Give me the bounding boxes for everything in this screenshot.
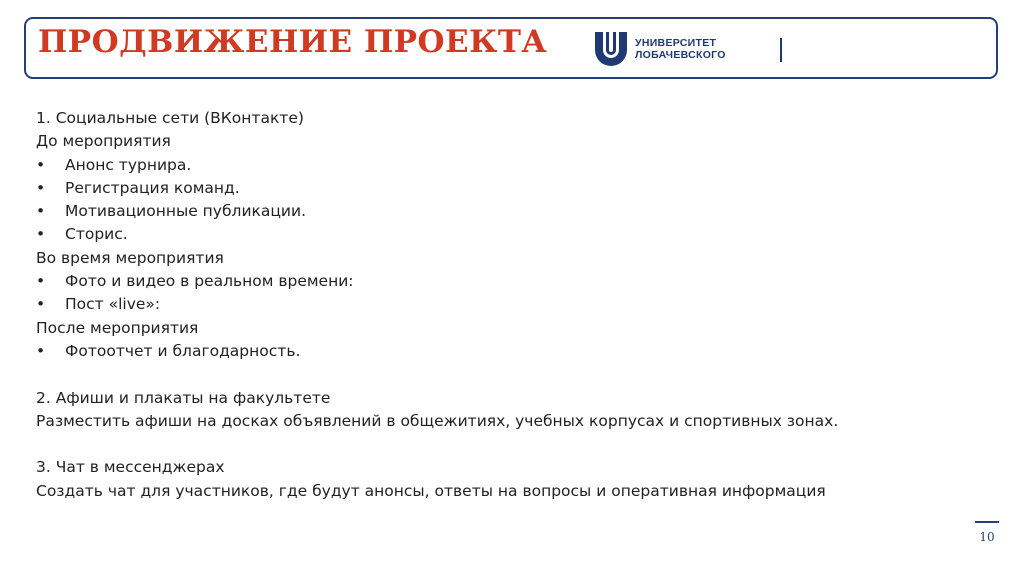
list-item-text: Регистрация команд. xyxy=(65,178,240,197)
section-posters-text: Разместить афиши на досках объявлений в общежитиях, учебных корпусах и спортивных зонах. xyxy=(36,411,839,430)
section-social-heading: 1. Социальные сети (ВКонтакте) xyxy=(36,109,304,127)
list-item xyxy=(36,223,996,246)
bullet-icon: • xyxy=(36,341,46,360)
section-chat-heading: 3. Чат в мессенджерах xyxy=(36,458,225,477)
list-item xyxy=(36,293,996,316)
bullet-icon: • xyxy=(36,178,46,197)
spacer xyxy=(36,363,996,386)
logo-text xyxy=(635,37,726,61)
bullet-icon: • xyxy=(36,202,46,221)
university-logo xyxy=(594,30,726,68)
list-item-text: Пост «live»: xyxy=(65,295,161,314)
before-event-label: До мероприятия xyxy=(36,132,171,151)
list-item xyxy=(36,177,996,200)
section-posters-heading: 2. Афиши и плакаты на факультете xyxy=(36,388,331,407)
header-divider xyxy=(780,38,782,62)
list-item-text: Анонс турнира. xyxy=(65,155,192,174)
page-number-rule xyxy=(975,521,999,523)
during-event-label: Во время мероприятия xyxy=(36,248,224,267)
slide-title: ПРОДВИЖЕНИЕ ПРОЕКТА xyxy=(38,24,548,60)
spacer xyxy=(36,433,996,456)
list-item-text: Мотивационные публикации. xyxy=(65,202,306,221)
bullet-icon: • xyxy=(36,295,46,314)
section-chat-text: Создать чат для участников, где будут анонсы, ответы на вопросы и оперативная информация xyxy=(36,481,826,500)
bullet-icon: • xyxy=(36,272,46,291)
list-item xyxy=(36,340,996,363)
list-item xyxy=(36,270,996,293)
list-item-text: Фото и видео в реальном времени: xyxy=(65,272,354,291)
slide-content xyxy=(36,107,996,503)
logo-line-1: УНИВЕРСИТЕТ xyxy=(635,37,717,49)
page-number: 10 xyxy=(979,530,995,544)
list-item xyxy=(36,200,996,223)
logo-line-2: ЛОБАЧЕВСКОГО xyxy=(635,49,726,61)
list-item-text: Фотоотчет и благодарность. xyxy=(65,341,301,360)
after-event-label: После мероприятия xyxy=(36,318,199,337)
unn-logo-icon xyxy=(594,30,628,68)
bullet-icon: • xyxy=(36,225,46,244)
list-item xyxy=(36,154,996,177)
list-item-text: Сторис. xyxy=(65,225,128,244)
bullet-icon: • xyxy=(36,155,46,174)
